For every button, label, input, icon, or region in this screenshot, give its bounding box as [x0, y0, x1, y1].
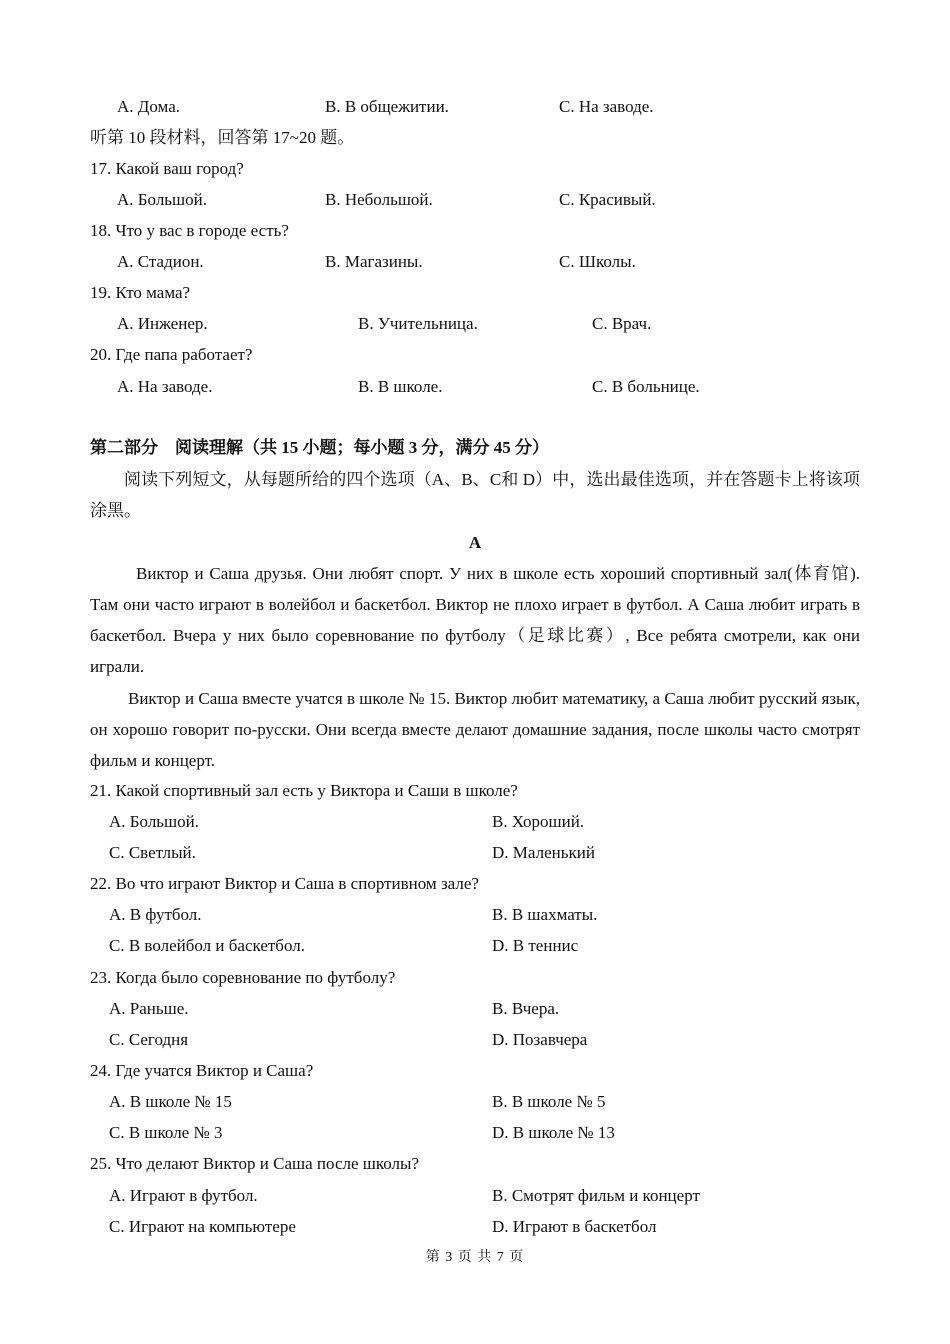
q21-option-c: C. Светлый.	[109, 843, 196, 862]
q16-option-b: B. В общежитии.	[325, 97, 449, 116]
q18-option-c: C. Школы.	[559, 252, 636, 271]
listening-instruction: 听第 10 段材料，回答第 17~20 题。	[90, 128, 355, 147]
q22-option-c: C. В волейбол и баскетбол.	[109, 936, 305, 955]
question-23: 23. Когда было соревнование по футболу?	[90, 968, 396, 987]
q17-option-a: A. Большой.	[117, 190, 207, 209]
question-24: 24. Где учатся Виктор и Саша?	[90, 1061, 314, 1080]
q19-option-c: C. Врач.	[592, 314, 652, 333]
q23-option-b: B. Вчера.	[492, 999, 560, 1018]
q24-option-b: B. В школе № 5	[492, 1092, 606, 1111]
q21-option-a: A. Большой.	[109, 812, 199, 831]
q24-option-d: D. В школе № 13	[492, 1123, 615, 1142]
q22-option-a: A. В футбол.	[109, 905, 202, 924]
q21-option-d: D. Маленький	[492, 843, 595, 862]
q18-option-a: A. Стадион.	[117, 252, 204, 271]
q17-option-b: B. Небольшой.	[325, 190, 433, 209]
q22-option-d: D. В теннис	[492, 936, 579, 955]
part2-title: 第二部分 阅读理解（共 15 小题；每小题 3 分，满分 45 分）	[90, 438, 549, 457]
q25-option-d: D. Играют в баскетбол	[492, 1217, 657, 1236]
question-19: 19. Кто мама?	[90, 283, 191, 302]
q16-option-a: A. Дома.	[117, 97, 180, 116]
question-25: 25. Что делают Виктор и Саша после школы?	[90, 1154, 419, 1173]
q18-option-b: B. Магазины.	[325, 252, 423, 271]
q20-option-b: B. В школе.	[358, 377, 443, 396]
q20-option-c: C. В больнице.	[592, 377, 700, 396]
q23-option-c: C. Сегодня	[109, 1030, 189, 1049]
q25-option-b: B. Смотрят фильм и концерт	[492, 1186, 700, 1205]
q24-option-a: A. В школе № 15	[109, 1092, 232, 1111]
question-17: 17. Какой ваш город?	[90, 159, 244, 178]
passage-label: A	[468, 533, 482, 552]
question-18: 18. Что у вас в городе есть?	[90, 221, 289, 240]
q19-option-a: A. Инженер.	[117, 314, 208, 333]
q23-option-d: D. Позавчера	[492, 1030, 588, 1049]
q25-option-c: C. Играют на компьютере	[109, 1217, 296, 1236]
question-22: 22. Во что играют Виктор и Саша в спортивном зале?	[90, 874, 479, 893]
q23-option-a: A. Раньше.	[109, 999, 189, 1018]
page-number: 第 3 页 共 7 页	[425, 1250, 525, 1265]
q16-option-c: C. На заводе.	[559, 97, 654, 116]
q20-option-a: A. На заводе.	[117, 377, 213, 396]
part2-instruction: 阅读下列短文，从每题所给的四个选项（A、B、C和 D）中，选出最佳选项，并在答题卡上将该项涂黑。	[90, 470, 860, 520]
q19-option-b: B. Учительница.	[358, 314, 478, 333]
q25-option-a: A. Играют в футбол.	[109, 1186, 258, 1205]
question-21: 21. Какой спортивный зал есть у Виктора и Саши в школе?	[90, 781, 518, 800]
q21-option-b: B. Хороший.	[492, 812, 585, 831]
question-20: 20. Где папа работает?	[90, 345, 253, 364]
q24-option-c: C. В школе № 3	[109, 1123, 223, 1142]
passage-paragraph-2: Виктор и Саша вместе учатся в школе № 15. Виктор любит математику, а Саша любит русский язык, он хорошо говорит по-русски. Они всегда вместе делают домашние задания, после школы часто смотрят фильм и концерт.	[90, 689, 860, 770]
q17-option-c: C. Красивый.	[559, 190, 656, 209]
q22-option-b: B. В шахматы.	[492, 905, 598, 924]
passage-paragraph-1: Виктор и Саша друзья. Они любят спорт. У них в школе есть хороший спортивный зал(体育馆). Там они часто играют в волейбол и баскетбол. Виктор не плохо играет в футбол. А Саша любит играть в баскетбол. Вчера у них было соревнование по футболу（足球比赛）, Все ребята смотрели, как они играли.	[90, 564, 860, 676]
